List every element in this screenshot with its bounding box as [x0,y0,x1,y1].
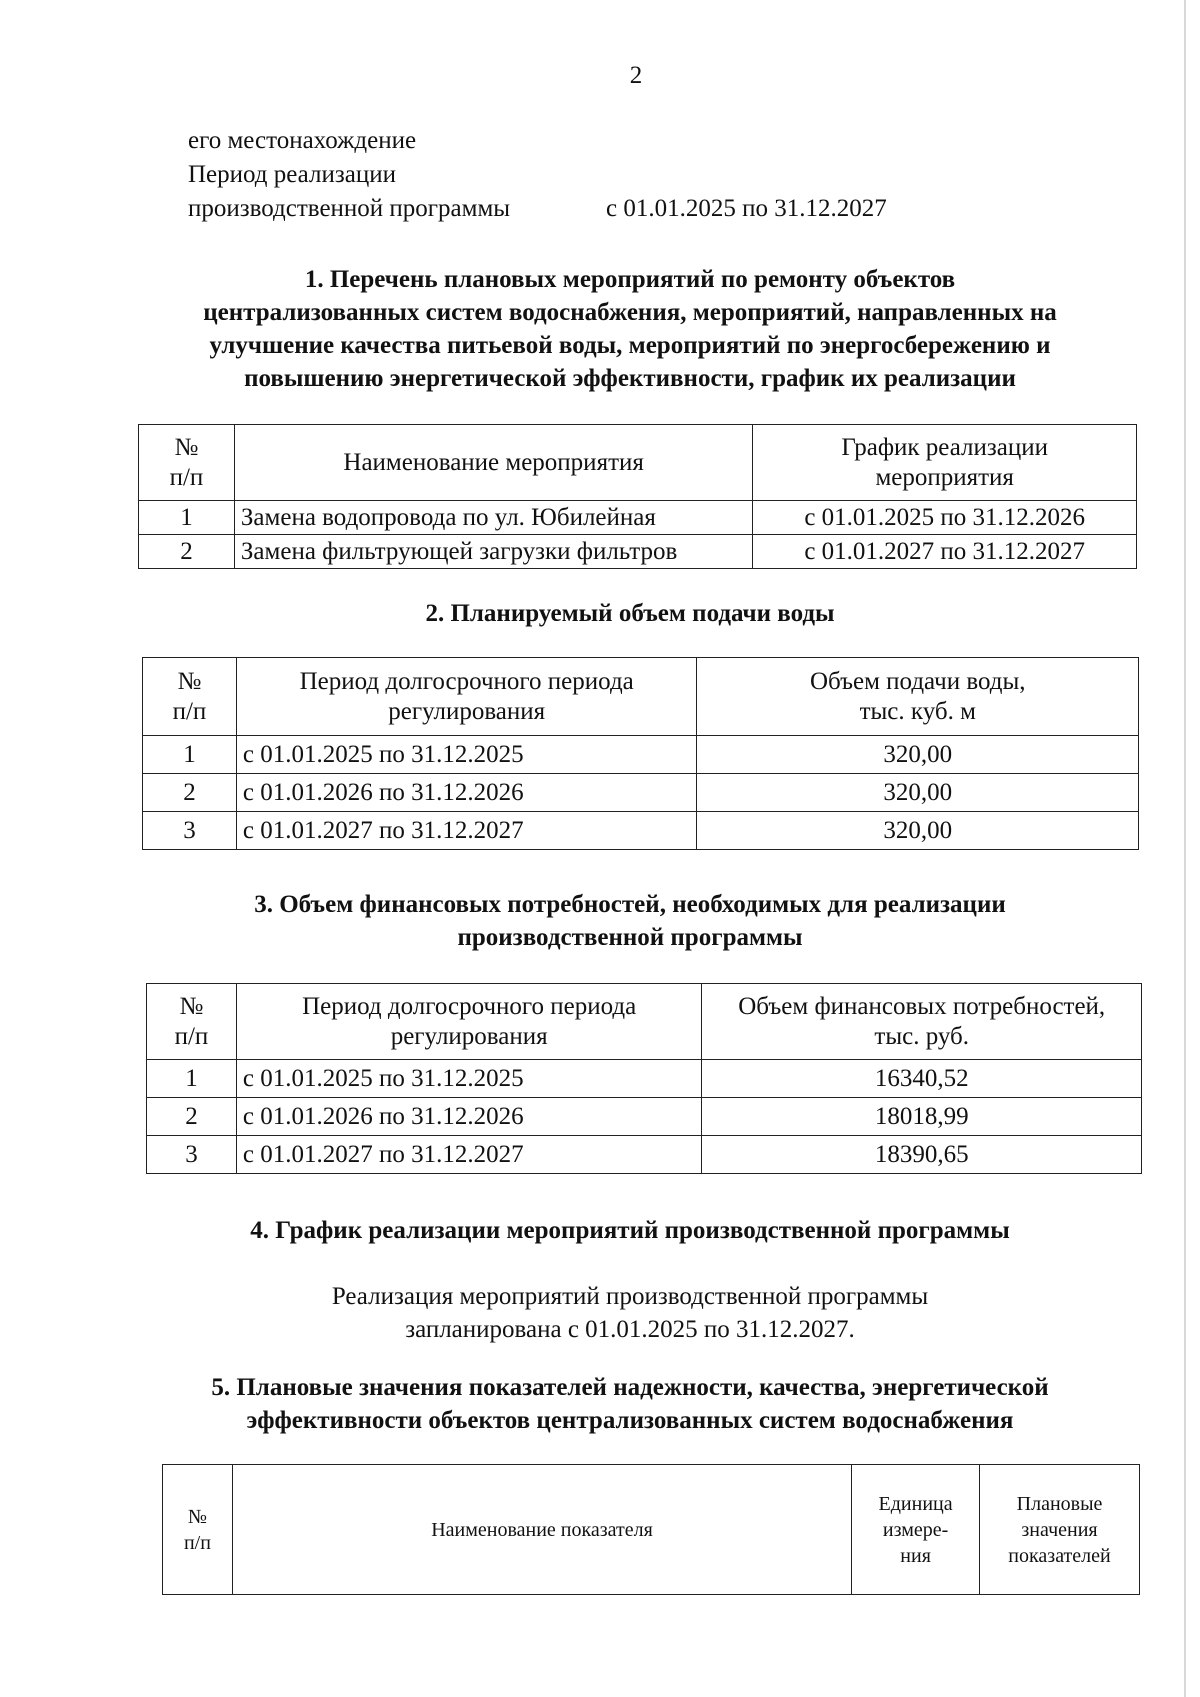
header-num: № п/п [147,984,237,1060]
cell-volume: 320,00 [697,812,1139,850]
section3-title: 3. Объем финансовых потребностей, необходимых для реализации производственной программы [254,891,1006,951]
intro-block [188,124,887,226]
cell-period: с 01.01.2027 по 31.12.2027 [236,1136,702,1174]
cell-num: 1 [139,501,235,535]
header-period: Период долгосрочного периода регулирования [236,984,702,1060]
intro-period-label: Период реализации [188,161,396,188]
table-row [139,501,1137,535]
table-header-row [143,658,1139,736]
header-plan-values: Плановые значения показателей [980,1465,1140,1595]
table-header-row [139,425,1137,501]
header-volume: Объем подачи воды, тыс. куб. м [697,658,1139,736]
table-row [147,1136,1142,1174]
section5-table [162,1464,1140,1595]
cell-finance: 18018,99 [702,1098,1142,1136]
header-period: Период долгосрочного периода регулирования [236,658,697,736]
cell-num: 2 [143,774,237,812]
header-num: № п/п [143,658,237,736]
cell-num: 2 [147,1098,237,1136]
table-row [143,812,1139,850]
page-edge-shadow [1184,0,1186,1697]
header-finance: Объем финансовых потребностей, тыс. руб. [702,984,1142,1060]
section1-table [138,424,1137,569]
cell-finance: 16340,52 [702,1060,1142,1098]
cell-period: с 01.01.2025 по 31.12.2025 [236,1060,702,1098]
cell-name: Замена водопровода по ул. Юбилейная [234,501,752,535]
section3-table [146,983,1142,1174]
header-unit: Единица измере- ния [852,1465,980,1595]
cell-period: с 01.01.2025 по 31.12.2025 [236,736,697,774]
header-indicator-name: Наименование показателя [232,1465,851,1595]
page-number: 2 [629,62,643,89]
cell-schedule: с 01.01.2025 по 31.12.2026 [753,501,1137,535]
cell-num: 3 [143,812,237,850]
header-name: Наименование мероприятия [234,425,752,501]
cell-period: с 01.01.2026 по 31.12.2026 [236,1098,702,1136]
table-row [147,1060,1142,1098]
table-header-row [163,1465,1140,1595]
section5-title: 5. Плановые значения показателей надежности, качества, энергетической эффективности объектов централизованных систем водоснабжения [211,1374,1049,1434]
cell-finance: 18390,65 [702,1136,1142,1174]
section2-title: 2. Планируемый объем подачи воды [425,600,835,627]
cell-volume: 320,00 [697,774,1139,812]
table-header-row [147,984,1142,1060]
table-row [143,774,1139,812]
intro-program-label: производственной программы [188,195,511,222]
header-num: № п/п [163,1465,233,1595]
cell-schedule: с 01.01.2027 по 31.12.2027 [753,535,1137,569]
header-num: № п/п [139,425,235,501]
section4-text: Реализация мероприятий производственной программы запланирована с 01.01.2025 по 31.12.2027. [331,1283,929,1343]
cell-num: 1 [143,736,237,774]
cell-volume: 320,00 [697,736,1139,774]
table-row [147,1098,1142,1136]
section1-title: 1. Перечень плановых мероприятий по ремонту объектов централизованных систем водоснабжения, мероприятий, направленных на улучшение качества питьевой воды, мероприятий по энергосбережению и повышению энергетической эффективности, график их реализации [203,266,1057,392]
intro-location-label: его местонахождение [188,127,417,154]
cell-num: 1 [147,1060,237,1098]
cell-period: с 01.01.2026 по 31.12.2026 [236,774,697,812]
cell-name: Замена фильтрующей загрузки фильтров [234,535,752,569]
cell-period: с 01.01.2027 по 31.12.2027 [236,812,697,850]
section4-title: 4. График реализации мероприятий производственной программы [250,1217,1010,1244]
intro-program-period: с 01.01.2025 по 31.12.2027 [606,195,887,222]
header-schedule: График реализации мероприятия [753,425,1137,501]
cell-num: 3 [147,1136,237,1174]
table-row [139,535,1137,569]
cell-num: 2 [139,535,235,569]
table-row [143,736,1139,774]
section2-table [142,657,1139,850]
